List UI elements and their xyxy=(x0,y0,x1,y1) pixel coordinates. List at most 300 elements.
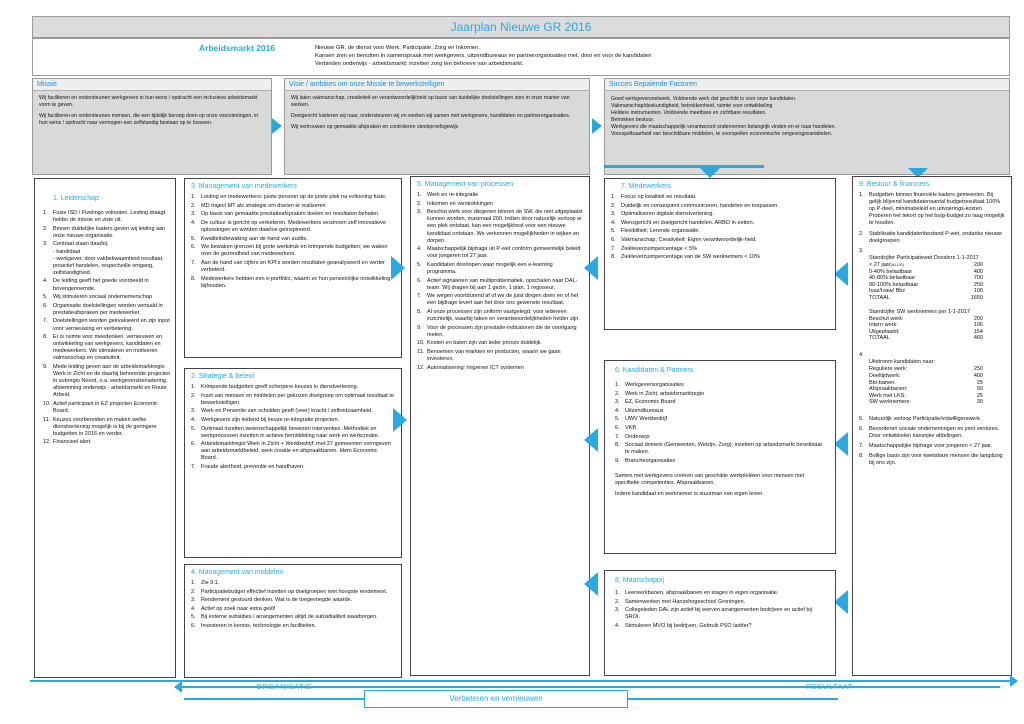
arrow-down-icon xyxy=(700,168,720,178)
list-item xyxy=(615,599,825,606)
bestuur-item-text: Maatschappelijke bijdrage voor jongeren < 27 jaar. xyxy=(869,443,993,450)
item-number: 2. xyxy=(191,588,196,595)
key-text: Beschut werk: xyxy=(869,315,904,322)
arrow-right-icon xyxy=(592,118,602,134)
table-key xyxy=(869,288,951,295)
visie-paragraph: Wij vertrouwen op gemaakte afspraken en controleren steekproefsgewijs xyxy=(291,124,459,130)
visie-paragraph: Wij laten vakmanschap, creativiteit en verantwoordelijkheid op basis van duidelijke doelstellingen zien in onze manier van werken. xyxy=(291,95,570,108)
arbeidsmarkt-label: Arbeidsmarkt 2016 xyxy=(199,43,276,53)
list-item xyxy=(615,425,825,432)
table-value: 1650 xyxy=(970,294,983,301)
list-item xyxy=(615,391,825,398)
visie-title: Visie / ambities om onze Missie te bewerkstelligen xyxy=(285,79,589,91)
key-text: Uitgeplaatst: xyxy=(869,328,900,335)
maatschappij-title: 8. Maatschappij xyxy=(615,577,665,584)
item-text: Er is ruimte voor meedenken, vernieuwen en ontwikkeling van werkgevers, kandidaten en medewerkers. We stimuleren en motiveren valmanschap en creativiteit. xyxy=(53,334,163,362)
arbeidsmarkt-line: Verbinden onderwijs - arbeidsmarkt; inzetten zorg ten behoeve van arbeidsmarkt. xyxy=(315,61,524,67)
arrow-right-icon xyxy=(391,256,405,280)
item-number: 7. xyxy=(191,259,196,266)
item-text: Kosten en baten zijn van ieder proces duidelijk. xyxy=(427,340,542,347)
table-value: 200 xyxy=(973,315,983,322)
participatie-heading: Standcijfer Participatiewet Dosslers 1-1-2017 xyxy=(869,254,979,261)
table-row xyxy=(869,316,1005,323)
list-item xyxy=(191,589,395,596)
item-text: Fraude alertheid, preventie en handhaven. xyxy=(201,464,305,471)
item-number: 9. xyxy=(417,324,422,331)
item-text: Mede leiding geven aan de arbeidsmarktregio Werk in Zicht en de daarbij behorende projecten in subregio Noord, o.a. werkgeversbenadering, afstemming onderwijs - arbeidsmarkt en Route Arbeid. xyxy=(53,363,171,399)
item-text: Op basis van gemaakte prestatieafspraken doelen en resultaten behalen. xyxy=(201,211,380,218)
bestuur-box xyxy=(852,176,1012,676)
list-item xyxy=(417,209,583,244)
item-text: Uitzendbureaus xyxy=(625,407,664,414)
middelen-list xyxy=(191,580,395,630)
item-number: 1. xyxy=(417,192,422,199)
item-number: 12. xyxy=(417,364,425,371)
item-text: Optimaliseren digitale dienstverlening. xyxy=(621,211,714,218)
leiderschap-box xyxy=(34,178,176,678)
item-text: Centraal staan daarbij: - kandidaat - werkgever, door vakbekwaamheid resultaat, proactief handelen, respectvolle omgang, zelfstandigheid. xyxy=(53,241,164,276)
table-row xyxy=(869,282,1005,289)
table-key xyxy=(869,373,951,380)
medewerkers-box xyxy=(604,178,836,330)
item-number: 6. xyxy=(417,277,422,284)
succes-line: Vakmanschap/deskundigheid, betrokkenheid, ruimte voor ontwikkeling xyxy=(611,103,773,109)
list-item xyxy=(43,210,171,224)
arrow-left-icon xyxy=(584,256,598,280)
succes-panel xyxy=(604,78,1010,175)
bestuur-item-text: Bollige basis zijn voor kwetsbare mensen die langdurig bij ons zijn. xyxy=(869,453,1003,467)
item-text: Sociaal domein (Gemeenten, Welzijn, Zorg); inzetten op arbeidsmarkt bereikbaar te maken. xyxy=(625,442,823,456)
item-number: 6. xyxy=(191,623,196,630)
kandidaten-list xyxy=(615,382,825,465)
item-text: Al onze processen zijn uniform vastgelegd, voor iedereen inzichtelijk, waarbij taken en verantwoordelijkheden helder zijn. xyxy=(427,309,580,323)
item-text: Investeren in kennis, technologie en faciliteiten. xyxy=(201,623,317,630)
arrow-left-icon xyxy=(584,428,598,452)
item-number: 1. xyxy=(611,194,616,201)
item-number: 9. xyxy=(615,457,620,464)
item-number: 5. xyxy=(191,614,196,621)
flow-line xyxy=(628,698,838,700)
resultaat-label: RESULTAAT xyxy=(806,682,854,691)
list-item xyxy=(615,623,825,630)
item-text: Binnen duidelijke kaders geven wij leiding aan onze nieuwe organisatie. xyxy=(53,225,166,239)
processen-title: 5. Management van processen xyxy=(417,181,514,188)
list-item: 8. Bollige basis zijn voor kwetsbare mensen die langdurig bij ons zijn. xyxy=(859,453,1005,467)
item-text: Werk en Preventie van schulden geeft (veer) kracht / zelfredzaamheid. xyxy=(201,408,373,415)
item-number: 8. xyxy=(417,309,422,315)
table-value: 154 xyxy=(973,328,983,335)
item-number: 6. xyxy=(191,244,196,251)
list-item xyxy=(191,384,395,391)
list-item xyxy=(417,309,583,323)
list-item xyxy=(611,211,829,218)
succes-line: Betrokken bestuur. xyxy=(611,117,655,123)
list-item xyxy=(417,349,583,363)
page-title: Jaarplan Nieuwe GR 2016 xyxy=(32,16,1010,38)
table-value: 400 xyxy=(973,372,983,379)
arrow-left-icon xyxy=(834,432,848,456)
table-key xyxy=(869,316,951,323)
strategie-box xyxy=(184,368,402,558)
table-value: 200 xyxy=(973,261,983,268)
item-number: 6. xyxy=(43,302,48,309)
item-number: 7. xyxy=(43,318,48,325)
item-number: 10. xyxy=(43,400,51,407)
list-item xyxy=(615,416,825,423)
table-key xyxy=(869,366,951,373)
item-number: 4. xyxy=(417,246,422,253)
table-key xyxy=(869,380,951,387)
item-text: Onderwijs xyxy=(625,433,650,440)
medewerkers-list xyxy=(611,194,829,261)
table-value: 460 xyxy=(973,335,983,342)
list-item xyxy=(43,241,171,276)
list-item: 2. Stabilisatie kandidatenbestand P-wet, ondanks nieuwe doelgroepen. xyxy=(859,231,1005,245)
list-item: 7. Maatschappelijke bijdrage voor jongeren < 27 jaar. xyxy=(859,443,1005,450)
item-text: Wensgericht en doelgericht handelen. ARBO in-zetten. xyxy=(621,219,755,226)
list-item xyxy=(191,408,395,415)
list-item xyxy=(611,254,829,261)
arrow-left-icon xyxy=(584,572,598,596)
key-text: Afspraakbanen: xyxy=(869,386,908,393)
medewerkers-mgmt-box xyxy=(184,178,402,358)
table-value: 100 xyxy=(973,288,983,295)
item-number: 5. xyxy=(615,416,620,423)
list-item xyxy=(191,236,395,243)
list-item xyxy=(43,278,171,292)
strategie-list xyxy=(191,384,395,471)
succes-line: Voorspelbaarheid van beschikbare middelen, te voorspellen economische omgevingsvariabelen. xyxy=(611,131,833,137)
item-number: 2. xyxy=(615,598,620,605)
arrow-right-icon xyxy=(1010,675,1018,687)
kandidaten-box xyxy=(604,360,836,554)
item-text: MD traject MT als strategie om doelen te realiseren xyxy=(201,202,326,209)
key-text: Bbi-banen: xyxy=(869,379,896,386)
item-text: Automatisering: migreren ICT systemen xyxy=(427,364,524,371)
bestuur-title: 9. Bestuur & financiers xyxy=(859,181,930,188)
bestuur-item-text: Budgetten binnen financiële kaders gemeenten. Bij gelijk blijvend kandidatenaantal budgetresultaat 100% op P-deel, minimabeleid en uitvoerings-kosten. Proberen het tekort op het buig-budget zo laag mogelijk te houden. xyxy=(869,192,1005,227)
table-key xyxy=(869,393,951,400)
item-text: Actief signaleren van multiproblematiek, opschalen naar DAL- team. Wij dragen bij aan 1 gezin, 1 plan, 1 regisseur. xyxy=(427,277,578,291)
table-row xyxy=(869,329,1005,336)
item-text: Werkgevers zijn leidend bij keuze re-integratie projecten. xyxy=(201,416,340,423)
list-item xyxy=(611,203,829,210)
visie-paragraph: Doelgericht luisteren wij naar, ondersteunen wij en werken wij samen met werkgevers, kandidaten en partnerorganisaties. xyxy=(291,113,571,119)
item-number: 1. xyxy=(43,210,48,217)
list-item xyxy=(611,194,829,201)
table-key xyxy=(869,262,951,269)
list-item xyxy=(191,606,395,613)
missie-paragraph: Wij faciliteren en ondersteunen mensen, die een tijdelijk beroep doen op onze voorzieningen, in hun wens / opdracht naar vermogen een zelfstandig bestaan op te bouwen. xyxy=(39,113,259,126)
table-key xyxy=(869,335,951,342)
table-row xyxy=(869,399,1005,406)
list-item xyxy=(615,442,825,456)
item-text: Samenwerken met Hanzehogeschool Groningen. xyxy=(625,598,746,605)
item-text: Actief op zoek naar extra geld! xyxy=(201,605,276,612)
item-text: Participatiebudget effectief inzetten op doelgroepen met hoogste rendement. xyxy=(201,588,388,595)
item-text: Duidelijk en consequent communiceren, handelen en toepassen. xyxy=(621,202,779,209)
table-key xyxy=(869,282,951,289)
key-text: 40-80% belastbaar xyxy=(869,275,916,282)
list-item xyxy=(43,401,171,415)
sw-heading: Standcijfer SW werknemers per 1-1-2017 xyxy=(869,308,970,315)
item-number: 5. xyxy=(43,294,48,301)
bestuur-item-text: Bevorderen sociale ondernemingen en joint ventures. Door ontwikkelen kansrijke afdelingen. xyxy=(869,426,1000,440)
list-item xyxy=(191,276,395,290)
middelen-box xyxy=(184,564,402,678)
item-number: 2. xyxy=(191,202,196,209)
item-number: 5. xyxy=(611,228,616,235)
item-text: VKB xyxy=(625,425,637,432)
list-item xyxy=(191,464,395,471)
list-item xyxy=(615,399,825,406)
table-value: 25 xyxy=(976,392,983,399)
item-text: Medewerkers hebben een e-portfolio, waarin ze hun persoonlijke ontwikkeling bijhouden. xyxy=(201,275,391,289)
item-text: De leiding geeft het goede voorbeeld in bovengenoemde. xyxy=(53,278,149,292)
maatschappij-list xyxy=(615,590,825,630)
list-item xyxy=(191,597,395,604)
item-number: 1. xyxy=(615,382,620,389)
uitstroom-heading: Uitstroom kandidaten naar: xyxy=(869,359,936,366)
missie-title: Missie xyxy=(33,79,271,91)
item-text: Voor de processen zijn prestatie-indicatoren die de voortgang meten. xyxy=(427,324,577,338)
list-item: 1. Budgetten binnen financiële kaders gemeenten. Bij gelijk blijvend kandidatenaantal budgetresultaat 100% op P-deel, minimabeleid en uitvoerings-kosten. Proberen het tekort op het buig-budget zo laag mogelijk te houden. xyxy=(859,192,1005,227)
participatie-table xyxy=(869,262,1005,302)
item-text: Doelstellingen worden geëvalueerd en zijn input voor vernieuwing en verbetering. xyxy=(53,318,170,332)
list-item xyxy=(615,434,825,441)
item-number: 5. xyxy=(191,235,196,242)
table-value: 25 xyxy=(976,379,983,386)
list-item xyxy=(191,220,395,234)
bestuur-list xyxy=(859,192,1005,467)
key-text: < 27 jaar xyxy=(869,261,891,268)
item-number: 7. xyxy=(611,245,616,252)
item-text: Flexibiliteit; Lerende organisatie. xyxy=(621,228,700,235)
item-number: 3. xyxy=(191,211,196,218)
list-item xyxy=(611,237,829,244)
list-item xyxy=(43,318,171,332)
table-key xyxy=(869,295,951,302)
item-text: Ziekteverzuimpercentage van de SW werknemers < 10% xyxy=(621,254,760,261)
table-row xyxy=(869,322,1005,329)
table-row xyxy=(869,262,1005,269)
list-item xyxy=(191,426,395,440)
list-item xyxy=(191,417,395,424)
list-item xyxy=(611,228,829,235)
arbeidsmarkt-line: Nieuwe GR, de dienst voor Werk, Participatie, Zorg en Inkomen. xyxy=(315,45,480,51)
item-number: 4. xyxy=(191,416,196,423)
item-number: 1. xyxy=(191,194,196,201)
list-item xyxy=(43,294,171,301)
medewerkers-mgmt-list xyxy=(191,194,395,290)
item-text: Ziekteverzuimpercentage < 5% xyxy=(621,245,697,252)
list-item: 4. Uitstroom kandidaten naar: Reguliere werk: 250 Deeltijdwerk: 400 Bbi-banen: 25 Afspraakbanen: 50 Werk met LKS: 25 SW werknemers: 30 xyxy=(859,352,1005,413)
list-item: 6. Bevorderen sociale ondernemingen en joint ventures. Door ontwikkelen kansrijke afdelingen. xyxy=(859,426,1005,440)
list-item xyxy=(191,441,395,462)
medewerkers-title: 7. Medewerkers xyxy=(621,183,671,190)
item-number: 1. xyxy=(615,590,620,597)
table-row xyxy=(869,393,1005,400)
item-text: De cultuur is gericht op verbeteren. Medewerkers verzinnen zelf innovatieve oplossingen en worden daartoe geïnspireerd. xyxy=(201,219,386,233)
item-text: UWV Werkbedrijf xyxy=(625,416,668,423)
item-number: 7. xyxy=(417,293,422,300)
list-item xyxy=(43,439,171,446)
list-item xyxy=(417,246,583,260)
missie-panel xyxy=(32,78,272,175)
item-number: 12. xyxy=(43,439,51,446)
item-text: Inkomen en verstrekkingen xyxy=(427,200,494,207)
arrow-left-icon xyxy=(174,681,182,693)
table-value: 700 xyxy=(973,275,983,282)
list-item xyxy=(43,303,171,317)
item-number: 2. xyxy=(611,202,616,209)
key-text: Werk met LKS: xyxy=(869,392,906,399)
item-number: 6. xyxy=(191,441,196,448)
item-number: 2. xyxy=(615,390,620,397)
list-item xyxy=(191,211,395,218)
list-item xyxy=(191,260,395,274)
strategie-title: 2. Strategie & beleid xyxy=(191,373,255,380)
item-number: 11. xyxy=(43,416,51,423)
item-number: 2. xyxy=(43,225,48,232)
list-item xyxy=(615,408,825,415)
list-item xyxy=(417,365,583,372)
list-item: 5. Natuurlijk verloop Participatie/vrijwilligerswerk. xyxy=(859,416,1005,423)
item-text: EZ, Economic Board xyxy=(625,399,676,406)
processen-list xyxy=(417,192,583,372)
item-text: Werk in Zicht, arbeidsmarktregio xyxy=(625,390,705,397)
table-row xyxy=(869,269,1005,276)
table-value: 250 xyxy=(973,366,983,373)
arrow-left-icon xyxy=(834,262,848,286)
item-number: 4. xyxy=(43,278,48,285)
key-text: TOTAAL xyxy=(869,294,890,301)
list-item xyxy=(417,192,583,199)
verbeteren-box: Verbeteren en vernieuwen xyxy=(364,690,628,708)
item-text: Focus op kwaliteit en resultaat. xyxy=(621,194,697,201)
list-item xyxy=(417,325,583,339)
list-item xyxy=(615,458,825,465)
table-value: 250 xyxy=(973,281,983,288)
leiderschap-title: 1. Leiderschap xyxy=(53,195,99,202)
item-text: Aan de hand van cijfers en KPI's worden resultaten geanalyseerd en verder verbeterd. xyxy=(201,259,385,273)
item-number: 3. xyxy=(615,607,620,614)
item-text: Kwaliteitsbewaking aan de hand van audits. xyxy=(201,235,308,242)
item-text: Arbeidsmarktregio Werk in Zicht + Werkbedrijf: met 27 gemeenten vormgeven aan arbeidsmarktbeleid, werk creatie en afspraakbanen. Idem Economic Board. xyxy=(201,441,391,462)
list-item xyxy=(43,364,171,399)
succes-title: Succes Bepalende Factoren xyxy=(605,79,1009,91)
key-text: TOTAAL xyxy=(869,335,890,342)
list-item xyxy=(43,417,171,438)
flow-line xyxy=(184,698,364,700)
item-number: 10. xyxy=(417,340,425,347)
missie-paragraph: Wij faciliteren en ondersteunen werkgevers in hun wens / opdracht een inclusieve arbeidsmarkt vorm te geven. xyxy=(39,95,258,108)
list-item xyxy=(191,244,395,258)
arrow-left-icon xyxy=(834,590,848,614)
table-key xyxy=(869,329,951,336)
item-number: 5. xyxy=(191,425,196,432)
table-value: 400 xyxy=(973,268,983,275)
item-number: 6. xyxy=(611,237,616,244)
key-text: SW werknemers: xyxy=(869,399,911,406)
bestuur-item-text: Stabilisatie kandidatenbestand P-wet, ondanks nieuwe doelgroepen. xyxy=(869,230,1003,244)
key-text: Deeltijdwerk: xyxy=(869,372,901,379)
medewerkers-mgmt-title: 3. Management van medewerkers xyxy=(191,183,297,190)
list-item xyxy=(615,382,825,389)
item-text: Kandidaten doorlopen waar mogelijk een e-learning programma. xyxy=(427,261,553,276)
item-text: Stimuleren MVO bij bedrijven. Gebruik PSO ladder? xyxy=(625,622,752,629)
list-item xyxy=(191,194,395,201)
item-number: 4. xyxy=(611,219,616,226)
item-number: 1. xyxy=(191,384,196,391)
item-number: 7. xyxy=(191,464,196,471)
item-text: Beschut werk voor diegenen binnen de SW, die niet uitgeplaatst kunnen worden, maximaal 200. Indien door natuurlijk verloop er een plek ontstaat, kan een mogelijkheid voor een nieuwe kandidaat ontstaan. We verkennen mogelijkheden in wijken en dorpen. xyxy=(427,209,583,244)
item-text: Werkgeversorganisaties xyxy=(625,382,684,389)
arrow-right-icon xyxy=(393,408,407,432)
item-text: Leerwerkbanen, afspraakbanen en stages in eigen organisatie. xyxy=(625,590,779,597)
list-item xyxy=(191,623,395,630)
table-row xyxy=(869,288,1005,295)
item-text: Brancheorganisaties xyxy=(625,457,676,464)
list-item xyxy=(43,226,171,240)
item-number: 8. xyxy=(611,254,616,261)
list-item xyxy=(417,340,583,347)
arrow-right-icon xyxy=(272,118,282,134)
item-text: Keuzes voorbereiden en maken welke dienstverlening mogelijk is bij de geringere budgetten in 2016 en verder. xyxy=(53,416,157,437)
kandidaten-paragraph: Samen met werkgevers creëren van geschikte werkplekken voor mensen met specifieke competenties. Afspraakbanen. xyxy=(615,473,805,487)
item-text: Zie 9.1. xyxy=(201,580,220,587)
list-item xyxy=(191,614,395,621)
table-row xyxy=(869,366,1005,373)
list-item xyxy=(611,220,829,227)
leiderschap-list xyxy=(43,210,171,446)
list-item xyxy=(615,607,825,621)
table-row xyxy=(869,386,1005,393)
middelen-title: 4. Management van middelen xyxy=(191,569,284,576)
list-item xyxy=(417,201,583,208)
item-number: 3. xyxy=(191,597,196,604)
table-row xyxy=(869,380,1005,387)
table-key xyxy=(869,275,951,282)
item-number: 6. xyxy=(615,425,620,432)
item-text: Collegeleden DAL zijn actief bij werven arrangementen bedrijven en actief bij SROI. xyxy=(625,607,812,621)
table-key xyxy=(869,269,951,276)
key-text: Reguliere werk: xyxy=(869,366,908,373)
table-value: 30 xyxy=(976,399,983,406)
list-item xyxy=(615,590,825,597)
succes-line: Goed werkgeversnetwerk. Voldoende werk dat geschikt is voor onze kandidaten. xyxy=(611,96,797,102)
item-text: Organisatie doelstellingen worden vertaald in prestatieafspraken per medewerker. xyxy=(53,302,163,316)
item-number: 2. xyxy=(417,200,422,207)
item-number: 4. xyxy=(191,605,196,612)
item-text: Inzet van mensen en middelen per gekozen doelgroep om optimaal resultaat te bewerkstelligen. xyxy=(201,392,394,406)
item-text: Werk en re-integratie xyxy=(427,192,479,199)
list-item xyxy=(417,262,583,276)
item-number: 7. xyxy=(615,433,620,440)
kandidaten-paragraph: Iedere kandidaat en werknemer is stuurman van eigen leven. xyxy=(615,491,764,498)
list-item xyxy=(417,293,583,307)
kandidaten-title: 6. Kandidaten & Partners xyxy=(615,367,694,374)
item-number: 11. xyxy=(417,348,425,355)
key-text: Intern werk: xyxy=(869,322,898,329)
item-text: Optimaal inzetten wetenschappelijk bewezen interventies. Methodiek en werkprocessen inzetten in actieve bemiddeling naar werk en werkcreatie. xyxy=(201,425,380,439)
key-text: 80-100% belastbaar xyxy=(869,281,919,288)
table-value: 106 xyxy=(973,322,983,329)
connector-line xyxy=(604,165,764,168)
item-number: 1. xyxy=(191,580,196,587)
item-number: 4. xyxy=(615,622,620,629)
list-item xyxy=(191,580,395,587)
